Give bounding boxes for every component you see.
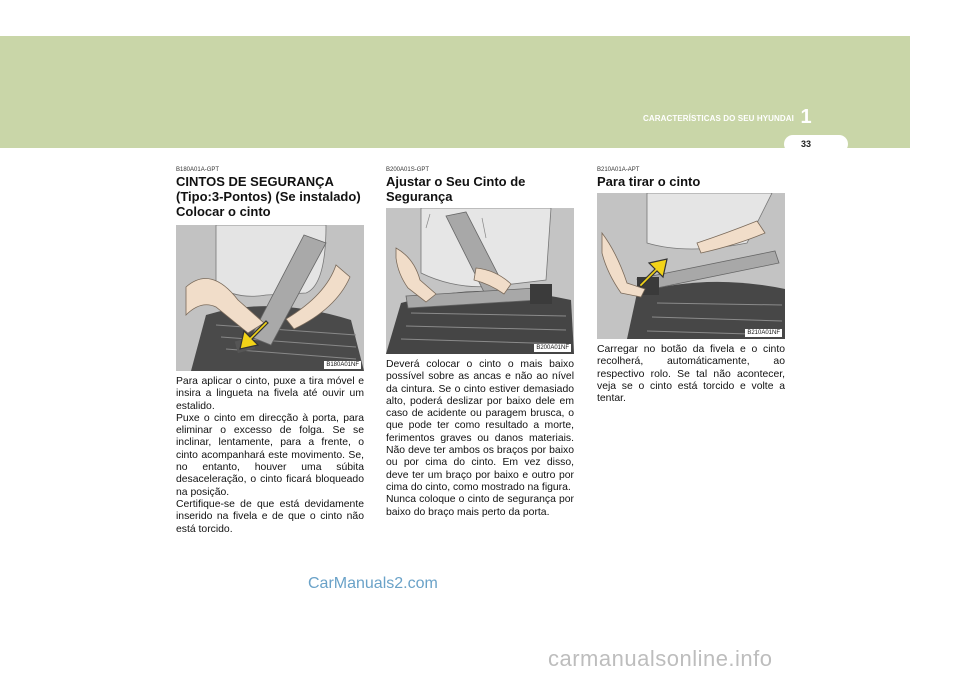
section-code: B200A01S-GPT: [386, 167, 430, 173]
section-heading: Ajustar o Seu Cinto de Segurança: [386, 174, 526, 204]
watermark-link[interactable]: CarManuals2.com: [308, 575, 438, 592]
section-body: Carregar no botão da fivela e o cinto recolherá, automáticamente, ao respectivo rolo. Se tal não acontecer, veja se o cinto está torcido e volte a tentar.: [597, 344, 785, 405]
figure-label: B200A01NF: [536, 345, 569, 351]
section-remove-belt: [597, 166, 785, 405]
figure-label: B210A01NF: [747, 330, 780, 336]
seatbelt-adjust-drawing: [386, 208, 574, 354]
seatbelt-adjust-illustration: [386, 208, 574, 354]
seatbelt-fasten-illustration: [176, 225, 364, 371]
chapter-number: 1: [800, 106, 812, 128]
section-code: B180A01A-GPT: [176, 167, 220, 173]
figure-label: B180A01NF: [326, 362, 359, 368]
footer-watermark: carmanualsonline.info: [548, 646, 773, 671]
section-adjust-belt: [386, 166, 574, 519]
section-fasten-belt: [176, 166, 364, 536]
page-number: 33: [800, 139, 811, 149]
section-body: Para aplicar o cinto, puxe a tira móvel e insira a lingueta na fivela até ouvir um estalido. Puxe o cinto em direcção à porta, para eliminar o excesso de folga. Se se inclinar, lentamente, para a frente, o cinto acompanhará este movimento. Se, no entanto, houver uma súbita desaceleração, o cinto ficará bloqueado na posição. Certifique-se de que está devidamente inserido na fivela e de que o cinto não está torcido.: [176, 376, 364, 535]
section-body: Deverá colocar o cinto o mais baixo possível sobre as ancas e não ao nível da cintura. Se o cinto estiver demasiado alto, poderá deslizar por baixo dele em caso de acidente ou paragem brusca, o que pode ter como resultado a morte, ferimentos graves ou danos materiais. Não deve ter ambos os braços por baixo ou por cima do cinto. Em vez disso, deve ter um braço por baixo e outro por cima do cinto, como mostrado na figura. Nunca coloque o cinto de segurança por baixo do braço mais perto da porta.: [386, 359, 574, 518]
section-heading: Para tirar o cinto: [597, 174, 701, 189]
seatbelt-remove-drawing: [597, 193, 785, 339]
section-code: B210A01A-APT: [597, 167, 640, 173]
seatbelt-remove-illustration: [597, 193, 785, 339]
chapter-header-band: [0, 36, 910, 148]
seatbelt-fasten-drawing: [176, 225, 364, 371]
section-heading: CINTOS DE SEGURANÇA (Tipo:3-Pontos) (Se instalado) Colocar o cinto: [176, 174, 361, 219]
chapter-title: CARACTERÍSTICAS DO SEU HYUNDAI: [642, 114, 794, 123]
